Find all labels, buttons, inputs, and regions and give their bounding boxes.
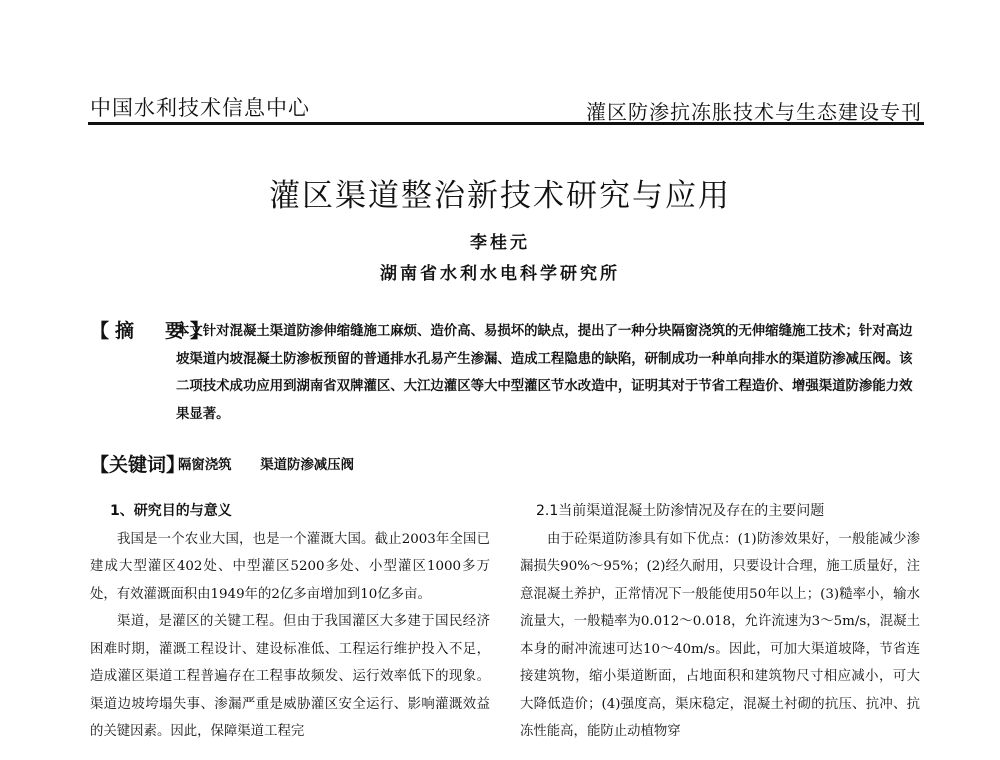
keyword-item: 渠道防渗减压阀 [260, 457, 354, 473]
left-column [90, 498, 490, 746]
body-paragraph: 由于砼渠道防渗具有如下优点：(1)防渗效果好，一般能减少渗漏损失90%～95%；(2)经久耐用，只要设计合理，施工质量好，注意混凝土养护，正常情况下一般能使用50年以上；(3)糙率小，输水流量大，一般糙率为0.012～0.018，允许流速为3～5m/s，混凝土本身的耐冲流速可达10～40m/s。因此，可加大渠道坡降，节省连接建筑物，缩小渠道断面，占地面积和建筑物尺寸相应减小，可大大降低造价；(4)强度高，渠床稳定，混凝土衬砌的抗压、抗冲、抗冻性能高，能防止动植物穿 [520, 531, 920, 739]
author-affiliation: 湖南省水利水电科学研究所 [380, 264, 620, 284]
author-name: 李桂元 [470, 233, 530, 253]
journal-name: 中国水利技术信息中心 [90, 96, 310, 120]
body-paragraph: 我国是一个农业大国，也是一个灌溉大国。截止2003年全国已建成大型灌区402处、中型灌区5200多处、小型灌区1000多万处，有效灌溉面积由1949年的2亿多亩增加到10亿多亩。 [90, 531, 490, 602]
abstract-label: 【摘 要】 [90, 320, 216, 342]
right-column [520, 498, 920, 746]
body-paragraph: 渠道，是灌区的关键工程。但由于我国灌区大多建于国民经济困难时期，灌溉工程设计、建设标准低、工程运行维护投入不足，造成灌区渠道工程普遍存在工程事故频发、运行效率低下的现象。渠道边坡垮塌失事、渗漏严重是威胁灌区安全运行、影响灌溉效益的关键因素。因此，保障渠道工程完 [90, 614, 490, 739]
keywords-label: 【关键词】 [90, 454, 186, 476]
header-rule [88, 122, 924, 125]
subsection-heading: 2.1当前渠道混凝土防渗情况及存在的主要问题 [536, 503, 825, 519]
keywords-list [178, 454, 354, 473]
section-heading: 1、研究目的与意义 [110, 503, 232, 519]
keyword-item: 隔窗浇筑 [178, 457, 232, 473]
article-title: 灌区渠道整治新技术研究与应用 [269, 178, 731, 214]
issue-title: 灌区防渗抗冻胀技术与生态建设专刊 [586, 100, 922, 124]
abstract-text: 本文针对混凝土渠道防渗伸缩缝施工麻烦、造价高、易损坏的缺点，提出了一种分块隔窗浇筑的无伸缩缝施工技术；针对高边坡渠道内坡混凝土防渗板预留的普通排水孔易产生渗漏、造成工程隐患的缺陷，研制成功一种单向排水的渠道防渗减压阀。该二项技术成功应用到湖南省双牌灌区、大江边灌区等大中型灌区节水改造中，证明其对于节省工程造价、增强渠道防渗能力效果显著。 [176, 323, 913, 422]
